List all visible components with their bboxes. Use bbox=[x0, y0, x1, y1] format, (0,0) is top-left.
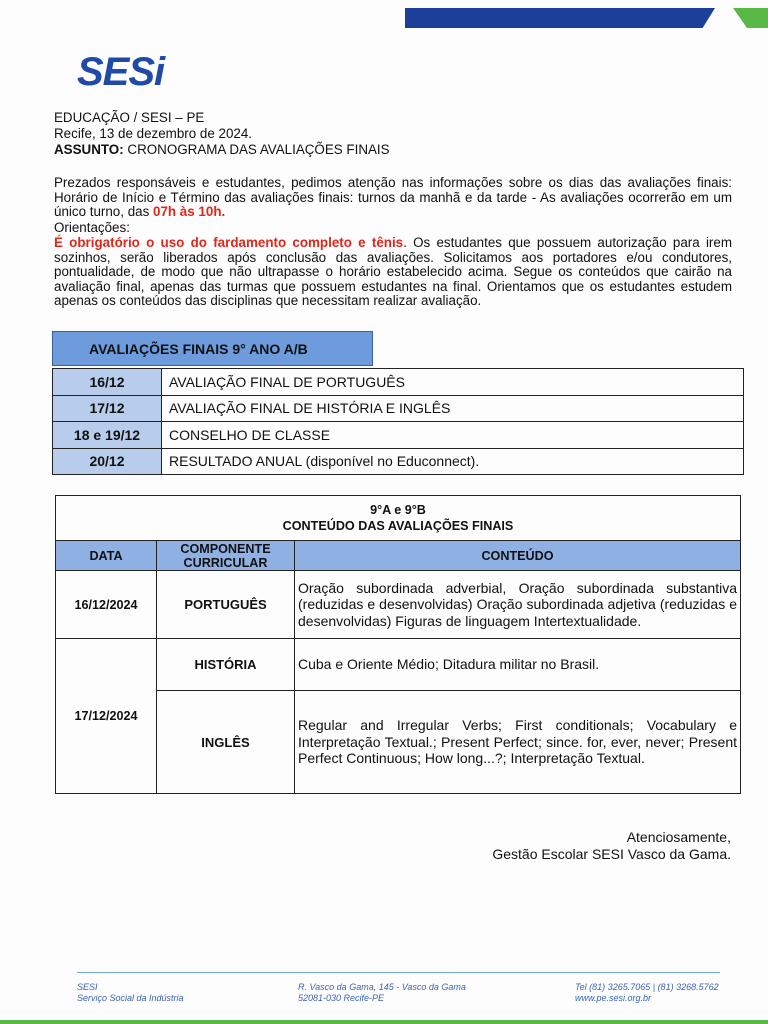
sesi-logo: SESi bbox=[77, 50, 165, 94]
content-title bbox=[56, 496, 741, 541]
orientations-label: Orientações: bbox=[54, 220, 130, 235]
subject-label: ASSUNTO: bbox=[54, 142, 124, 157]
header-green-band bbox=[733, 8, 768, 28]
footer-green-band bbox=[0, 1020, 768, 1024]
row-date: 16/12/2024 bbox=[56, 571, 157, 639]
content-table bbox=[55, 495, 741, 794]
table-row bbox=[53, 369, 744, 396]
schedule-desc: CONSELHO DE CLASSE bbox=[162, 422, 744, 449]
row-subject: PORTUGUÊS bbox=[157, 571, 295, 639]
header-org: EDUCAÇÃO / SESI – PE bbox=[54, 110, 205, 125]
content-title-text: CONTEÚDO DAS AVALIAÇÕES FINAIS bbox=[282, 519, 514, 533]
col-header-date: DATA bbox=[56, 541, 157, 571]
schedule-table bbox=[52, 368, 744, 475]
footer-org-name: SESI bbox=[77, 982, 98, 992]
content-header-row bbox=[56, 541, 741, 571]
footer-website[interactable]: www.pe.sesi.org.br bbox=[575, 993, 652, 1003]
content-title-classes: 9°A e 9°B bbox=[370, 503, 426, 517]
footer-zip: 52081-030 Recife-PE bbox=[298, 993, 385, 1003]
footer-street: R. Vasco da Gama, 145 - Vasco da Gama bbox=[298, 982, 466, 992]
table-row bbox=[53, 395, 744, 422]
orientations-text: . Os estudantes que possuem autorização para irem sozinhos, serão liberados após conclusão das avaliações. Solicitamos aos portadores e/ou condutores, pontualidade, de modo que não ultrapasse o horário estabelecido acima. Segue os conteúdos que cairão na avaliação final, apenas das turmas que possuem estudantes na final. Orientamos que os estudantes estudem apenas os conteúdos das disciplinas que necessitam realizar avaliação. bbox=[54, 235, 732, 309]
schedule-desc: AVALIAÇÃO FINAL DE HISTÓRIA E INGLÊS bbox=[162, 395, 744, 422]
table-row bbox=[56, 571, 741, 639]
signature-greeting: Atenciosamente, bbox=[626, 829, 731, 845]
exam-time: 07h às 10h. bbox=[153, 204, 226, 220]
footer-org bbox=[77, 982, 184, 1004]
footer-divider bbox=[77, 972, 720, 973]
table-row bbox=[53, 448, 744, 475]
table-row bbox=[53, 422, 744, 449]
row-subject: INGLÊS bbox=[157, 691, 295, 794]
header-date: Recife, 13 de dezembro de 2024. bbox=[54, 126, 253, 141]
orientations-paragraph bbox=[54, 236, 732, 309]
footer-phone: Tel (81) 3265.7065 | (81) 3268.5762 bbox=[575, 982, 719, 992]
schedule-date: 20/12 bbox=[53, 448, 162, 475]
footer-org-full: Serviço Social da Indústria bbox=[77, 993, 184, 1003]
schedule-date: 17/12 bbox=[53, 395, 162, 422]
row-content: Regular and Irregular Verbs; First conditionals; Vocabulary e Interpretação Textual.; Present Perfect; since. for, ever, never; Present Perfect Continuous; How long...?; Interpretação Textual. bbox=[295, 691, 741, 794]
schedule-date: 18 e 19/12 bbox=[53, 422, 162, 449]
row-content: Oração subordinada adverbial, Oração subordinada substantiva (reduzidas e desenvolvidas) Oração subordinada adjetiva (reduzidas e desenvolvidas) Figuras de linguagem Intertextualidade. bbox=[295, 571, 741, 639]
schedule-date: 16/12 bbox=[53, 369, 162, 396]
footer-contact bbox=[575, 982, 719, 1004]
col-header-content: CONTEÚDO bbox=[295, 541, 741, 571]
intro-paragraph bbox=[54, 176, 732, 220]
subject-text: CRONOGRAMA DAS AVALIAÇÕES FINAIS bbox=[123, 142, 390, 157]
signature-name: Gestão Escolar SESI Vasco da Gama. bbox=[492, 846, 731, 862]
col-header-component: COMPONENTE CURRICULAR bbox=[157, 541, 295, 571]
row-subject: HISTÓRIA bbox=[157, 639, 295, 691]
schedule-title: AVALIAÇÕES FINAIS 9° ANO A/B bbox=[52, 331, 373, 366]
header-subject bbox=[54, 142, 390, 157]
table-row bbox=[56, 691, 741, 794]
header-blue-band bbox=[405, 8, 715, 28]
footer-address bbox=[298, 982, 466, 1004]
schedule-desc: RESULTADO ANUAL (disponível no Educonnect). bbox=[162, 448, 744, 475]
row-date: 17/12/2024 bbox=[56, 639, 157, 794]
uniform-warning: É obrigatório o uso do fardamento completo e tênis bbox=[54, 235, 404, 250]
table-row bbox=[56, 639, 741, 691]
row-content: Cuba e Oriente Médio; Ditadura militar no Brasil. bbox=[295, 639, 741, 691]
schedule-desc: AVALIAÇÃO FINAL DE PORTUGUÊS bbox=[162, 369, 744, 396]
content-title-row bbox=[56, 496, 741, 541]
intro-text: Prezados responsáveis e estudantes, pedimos atenção nas informações sobre os dias das avaliações finais: Horário de Início e Término das avaliações finais: turnos da manhã e da tarde - As avaliações ocorrerão em um único turno, das bbox=[54, 175, 732, 220]
